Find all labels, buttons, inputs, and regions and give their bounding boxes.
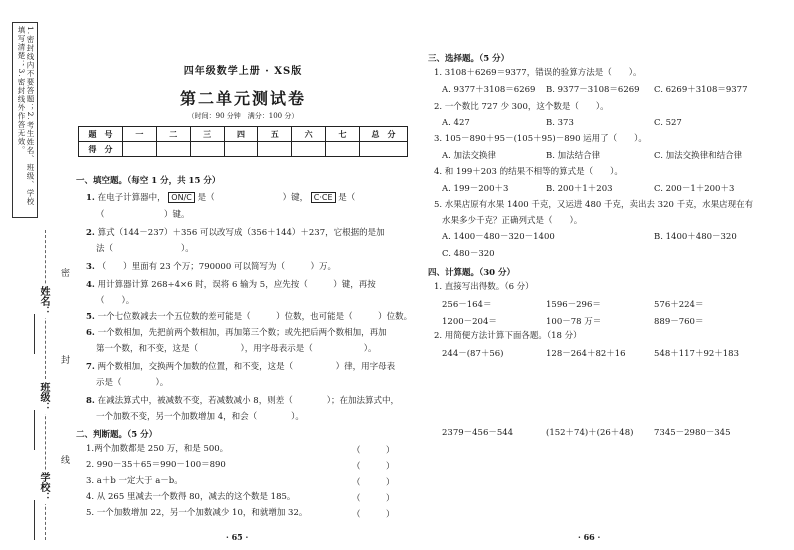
choice-q1-opt-b[interactable]: B. 9377－3108＝6269 (546, 85, 640, 95)
choice-q2-opt-c[interactable]: C. 527 (654, 118, 682, 128)
score-input-cell[interactable] (258, 142, 292, 157)
simplify-item: 2379－456－544 (442, 428, 514, 438)
choice-q3: 3. 105－890＋95－(105＋95)－890 运用了（ ）。 (434, 134, 647, 144)
choice-q4: 4. 和 199＋203 的结果不相等的算式是（ ）。 (434, 167, 623, 177)
fill-q4-cont: （ ）。 (96, 296, 135, 306)
calc-sub1: 1. 直接写出得数。（6 分） (434, 282, 534, 292)
oral-item: 256－164＝ (442, 300, 492, 310)
choice-q3-opt-b[interactable]: B. 加法结合律 (546, 151, 601, 161)
choice-q5: 5. 水果店原有水果 1400 千克，又运进 480 千克，卖出去 320 千克，水果店现在有 (434, 200, 754, 210)
name-line (34, 314, 35, 354)
choice-q4-opt-c[interactable]: C. 200－1＋200＋3 (654, 184, 735, 194)
answer-paren[interactable]: （ ） (352, 494, 395, 504)
score-cell: 四 (224, 127, 258, 142)
choice-q4-opt-b[interactable]: B. 200＋1＋203 (546, 184, 613, 194)
on-c-key-label: ON/C (168, 192, 195, 203)
score-input-cell[interactable] (123, 142, 157, 157)
score-cell: 三 (190, 127, 224, 142)
oral-item: 889－760＝ (654, 317, 704, 327)
school-line (34, 500, 35, 540)
seal-char-3: 线 (59, 455, 69, 464)
answer-paren[interactable]: （ ） (352, 510, 395, 520)
page-number-left: · 65 · (226, 532, 249, 542)
choice-q1-opt-a[interactable]: A. 9377＋3108＝6269 (442, 85, 536, 95)
score-input-cell[interactable] (292, 142, 326, 157)
page-number-right: · 66 · (578, 532, 601, 542)
binding-strip (0, 0, 69, 550)
seal-char-1: 密 (59, 268, 69, 277)
fill-q7: 7. 两个数相加，交换两个加数的位置，和不变，这是（ ）律，用字母表 (86, 362, 396, 372)
choice-q5-cont: 水果多少千克？正确列式是（ ）。 (442, 216, 583, 226)
score-cell: 二 (156, 127, 190, 142)
score-input-cell[interactable] (360, 142, 408, 157)
judge-q2: 2. 990－35＋65＝990－100＝890 (86, 460, 226, 470)
score-cell: 一 (123, 127, 157, 142)
choice-q3-opt-a[interactable]: A. 加法交换律 (442, 151, 497, 161)
seal-char-2: 封 (59, 355, 69, 364)
choice-q3-opt-c[interactable]: C. 加法交换律和结合律 (654, 151, 743, 161)
choice-q2-opt-b[interactable]: B. 373 (546, 118, 574, 128)
fill-q8: 8. 在减法算式中，被减数不变，若减数减小 8，则差（ ）；在加法算式中， (86, 396, 399, 406)
score-cell: 得 分 (79, 142, 123, 157)
answer-paren[interactable]: （ ） (352, 462, 395, 472)
score-cell: 题 号 (79, 127, 123, 142)
class-line (34, 410, 35, 450)
score-cell: 七 (326, 127, 360, 142)
name-label: 姓名： (38, 286, 49, 316)
left-page (76, 0, 413, 550)
score-value-row (79, 142, 408, 157)
fill-q5: 5. 一个七位数减去一个五位数的差可能是（ ）位数，也可能是（ ）位数。 (86, 312, 413, 322)
calc-sub2: 2. 用简便方法计算下面各题。（18 分） (434, 331, 582, 341)
simplify-item: 244－(87＋56) (442, 349, 504, 359)
score-input-cell[interactable] (190, 142, 224, 157)
choice-q1: 1. 3108＋6269＝9377，错误的验算方法是（ ）。 (434, 68, 642, 78)
simplify-item: 128－264＋82＋16 (546, 349, 626, 359)
notice-box: 1.密封线内不要答题；2.考生姓名、班级、学校填写清楚；3.密封线外作答无效。 (12, 22, 38, 218)
section-3-heading: 三、选择题。（5 分） (428, 54, 510, 64)
fill-q2: 2. 算式（144－237）＋356 可以改写成（356＋144）＋237，它根据的是加 (86, 228, 385, 238)
section-4-heading: 四、计算题。（30 分） (428, 268, 516, 278)
score-cell: 五 (258, 127, 292, 142)
section-1-heading: 一、填空题。（每空 1 分，共 15 分） (76, 176, 221, 186)
oral-item: 1596－296＝ (546, 300, 601, 310)
score-input-cell[interactable] (224, 142, 258, 157)
score-cell: 六 (292, 127, 326, 142)
fill-q8-cont: 一个加数不变，另一个加数增加 4，和会（ ）。 (96, 412, 304, 422)
choice-q5-opt-b[interactable]: B. 1400＋480－320 (654, 232, 737, 242)
simplify-item: 7345－2980－345 (654, 428, 731, 438)
score-cell: 总 分 (360, 127, 408, 142)
fill-q3: 3. （ ）里面有 23 个万；790000 可以简写为（ ）万。 (86, 262, 336, 272)
fill-q2-cont: 法（ ）。 (96, 244, 194, 254)
simplify-item: (152＋74)＋(26＋48) (546, 428, 634, 438)
fill-q1-cont: （ ）键。 (96, 210, 190, 220)
fill-q6-cont: 第一个数，和不变，这是（ ），用字母表示是（ ）。 (96, 344, 377, 354)
choice-q2: 2. 一个数比 727 少 300，这个数是（ ）。 (434, 102, 609, 112)
section-2-heading: 二、判断题。（5 分） (76, 430, 158, 440)
book-subtitle: 四年级数学上册 · XS版 (183, 66, 303, 77)
judge-q4: 4. 从 265 里减去一个数得 80，减去的这个数是 185。 (86, 492, 296, 502)
judge-q5: 5. 一个加数增加 22，另一个加数减少 10，和就增加 32。 (86, 508, 308, 518)
fill-q4: 4. 用计算器计算 268÷4×6 时，误将 6 输为 5，应先按（ ）键，再按 (86, 280, 376, 290)
time-note: （时间：90 分钟 满分：100 分） (187, 112, 299, 120)
c-ce-key-label: C·CE (311, 192, 336, 203)
fill-q7-cont: 示是（ ）。 (96, 378, 169, 388)
school-label: 学校： (38, 472, 49, 502)
choice-q5-opt-a[interactable]: A. 1400－480－320－1400 (442, 232, 555, 242)
right-page (428, 0, 784, 550)
score-input-cell[interactable] (156, 142, 190, 157)
answer-paren[interactable]: （ ） (352, 478, 395, 488)
simplify-item: 548＋117＋92＋183 (654, 349, 739, 359)
choice-q2-opt-a[interactable]: A. 427 (442, 118, 470, 128)
choice-q5-opt-c[interactable]: C. 480－320 (442, 249, 495, 259)
page-title: 第二单元测试卷 (179, 89, 306, 108)
oral-item: 1200－204＝ (442, 317, 497, 327)
score-table (78, 126, 408, 157)
score-input-cell[interactable] (326, 142, 360, 157)
score-header-row (79, 127, 408, 142)
choice-q1-opt-c[interactable]: C. 6269＋3108＝9377 (654, 85, 748, 95)
judge-q1: 1.两个加数都是 250 万，和是 500。 (86, 444, 229, 454)
fill-q1: 1. 在电子计算器中， ON/C 是（ ）键， C·CE 是（ (86, 193, 356, 203)
judge-q3: 3. a＋b 一定大于 a－b。 (86, 476, 183, 486)
oral-item: 576＋224＝ (654, 300, 704, 310)
class-label: 班级： (38, 382, 49, 412)
answer-paren[interactable]: （ ） (352, 446, 395, 456)
fill-q6: 6. 一个数相加，先把前两个数相加，再加第三个数；或先把后两个数相加，再加 (86, 328, 387, 338)
oral-item: 100－78 万＝ (546, 317, 602, 327)
choice-q4-opt-a[interactable]: A. 199－200＋3 (442, 184, 509, 194)
